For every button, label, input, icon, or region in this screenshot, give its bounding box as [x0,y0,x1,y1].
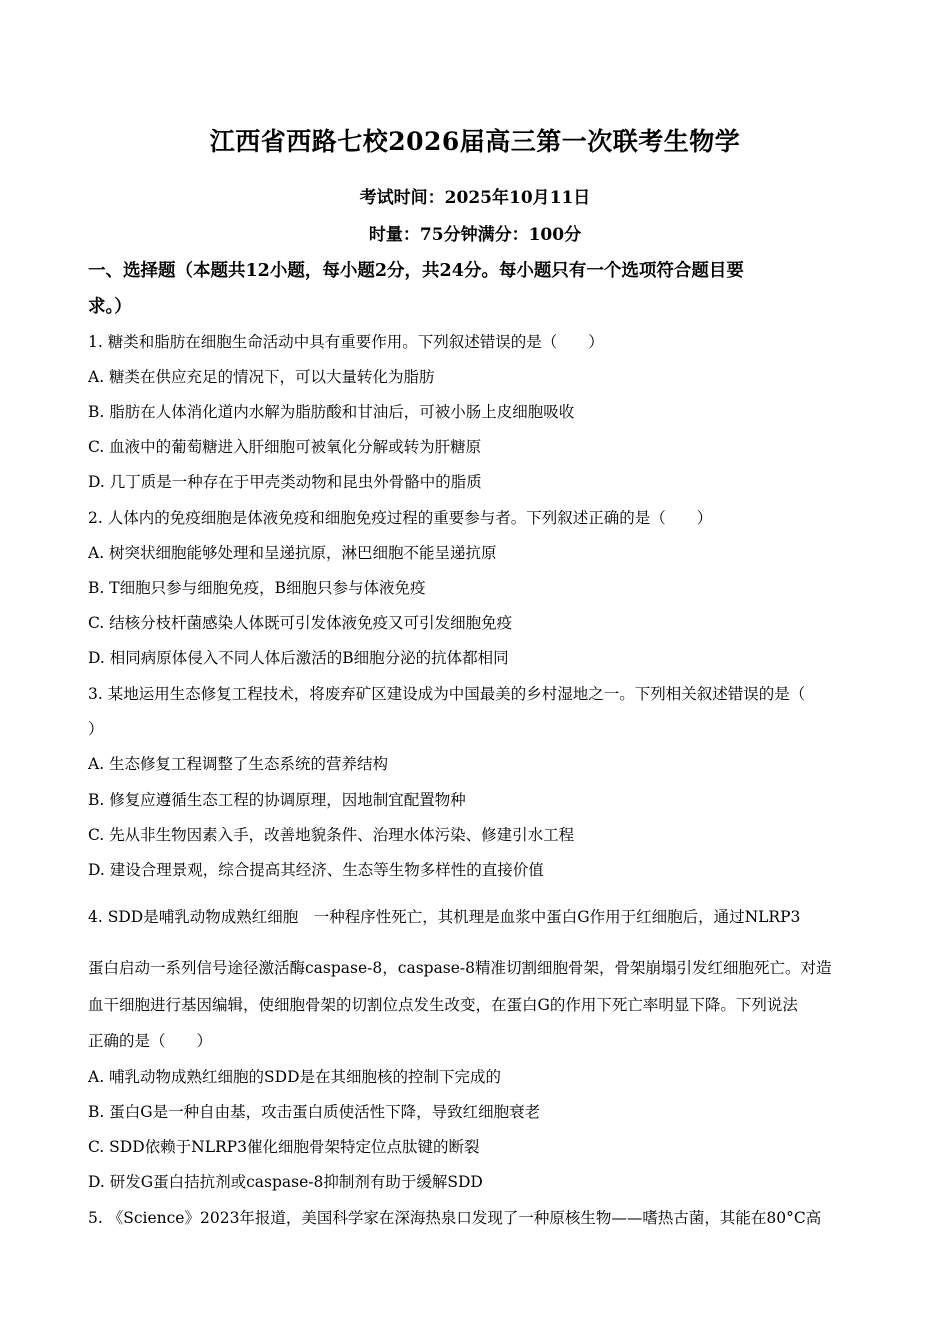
question-option: B. 脂肪在人体消化道内水解为脂肪酸和甘油后，可被小肠上皮细胞吸收 [88,403,575,421]
question-option: D. 研发G蛋白拮抗剂或caspase-8抑制剂有助于缓解SDD [88,1173,483,1191]
question-option: D. 相同病原体侵入不同人体后激活的B细胞分泌的抗体都相同 [88,649,509,667]
question-option: B. T细胞只参与细胞免疫，B细胞只参与体液免疫 [88,579,426,597]
question-option: A. 生态修复工程调整了生态系统的营养结构 [88,755,389,773]
question-stem-cont: 蛋白启动一系列信号途径激活酶caspase-8，caspase-8精准切割细胞骨架，骨架崩塌引发红细胞死亡。对造 [88,959,832,977]
question-option: A. 树突状细胞能够处理和呈递抗原，淋巴细胞不能呈递抗原 [88,544,497,562]
question-stem-cont: 正确的是（ ） [88,1032,213,1050]
question-option: D. 建设合理景观，综合提高其经济、生态等生物多样性的直接价值 [88,861,544,879]
question-option: A. 糖类在供应充足的情况下，可以大量转化为脂肪 [88,368,435,386]
question-option: C. 血液中的葡萄糖进入肝细胞可被氧化分解或转为肝糖原 [88,438,482,456]
question-stem: 1. 糖类和脂肪在细胞生命活动中具有重要作用。下列叙述错误的是（ ） [88,333,604,351]
exam-time: 考试时间：2025年10月11日 [359,188,591,208]
question-option: A. 哺乳动物成熟红细胞的SDD是在其细胞核的控制下完成的 [88,1068,502,1086]
page-title: 江西省西路七校2026届高三第一次联考生物学 [209,127,741,156]
exam-duration: 时量：75分钟满分：100分 [368,225,582,245]
section-heading-cont: 求。） [88,297,132,317]
question-option: C. 先从非生物因素入手，改善地貌条件、治理水体污染、修建引水工程 [88,826,575,844]
question-stem: 4. SDD是哺乳动物成熟红细胞 一种程序性死亡，其机理是血浆中蛋白G作用于红细胞后，通过NLRP3 [88,908,801,926]
question-option: C. SDD依赖于NLRP3催化细胞骨架特定位点肽键的断裂 [88,1138,480,1156]
question-stem: 3. 某地运用生态修复工程技术，将废弃矿区建设成为中国最美的乡村湿地之一。下列相关叙述错误的是（ [88,685,806,703]
question-option: C. 结核分枝杆菌感染人体既可引发体液免疫又可引发细胞免疫 [88,614,513,632]
question-stem: 2. 人体内的免疫细胞是体液免疫和细胞免疫过程的重要参与者。下列叙述正确的是（ ） [88,509,713,527]
question-option: B. 蛋白G是一种自由基，攻击蛋白质使活性下降，导致红细胞衰老 [88,1103,541,1121]
section-heading: 一、选择题（本题共12小题，每小题2分，共24分。每小题只有一个选项符合题目要 [88,261,744,281]
question-option: D. 几丁质是一种存在于甲壳类动物和昆虫外骨骼中的脂质 [88,473,482,491]
question-stem-cont: 血干细胞进行基因编辑，使细胞骨架的切割位点发生改变，在蛋白G的作用下死亡率明显下降。下列说法 [88,996,798,1014]
question-option: B. 修复应遵循生态工程的协调原理，因地制宜配置物种 [88,791,466,809]
question-stem: 5. 《Science》2023年报道，美国科学家在深海热泉口发现了一种原核生物——嗜热古菌，其能在80°C高 [88,1209,822,1227]
question-stem-cont: ） [88,720,104,738]
